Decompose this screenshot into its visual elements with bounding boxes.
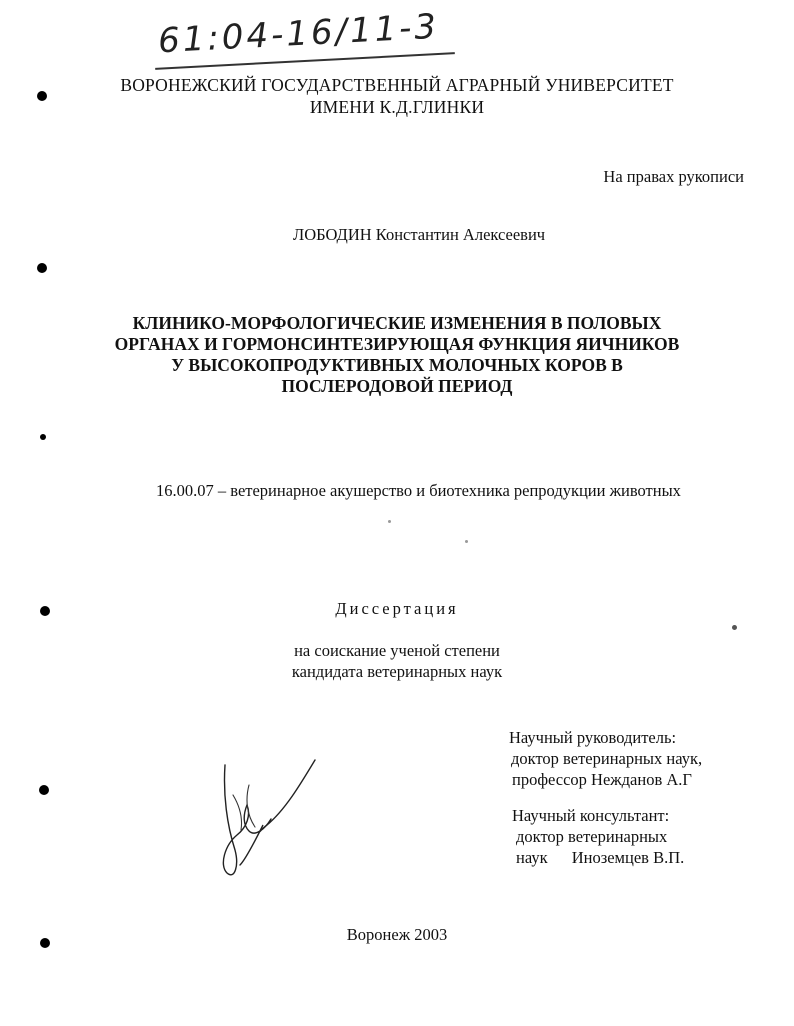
title-line: У ВЫСОКОПРОДУКТИВНЫХ МОЛОЧНЫХ КОРОВ В [171, 355, 623, 375]
degree-sought [0, 640, 794, 682]
consultant-degree-cont [512, 847, 684, 868]
supervisor-degree: доктор ветеринарных наук, [511, 749, 703, 768]
binder-hole [39, 785, 49, 795]
scientific-consultant [512, 805, 684, 868]
consultant-degree-end: наук [516, 848, 548, 867]
title-line: КЛИНИКО-МОРФОЛОГИЧЕСКИЕ ИЗМЕНЕНИЯ В ПОЛОВЫХ [132, 313, 662, 333]
supervisor-name: профессор Нежданов А.Г [512, 770, 692, 789]
author-signature [205, 755, 325, 885]
city-and-year: Воронеж 2003 [346, 925, 448, 944]
scan-speck [732, 625, 737, 630]
degree-line: на соискание ученой степени [294, 641, 500, 660]
consultant-degree: доктор ветеринарных [516, 827, 668, 846]
title-line: ОРГАНАХ И ГОРМОНСИНТЕЗИРУЮЩАЯ ФУНКЦИЯ ЯИЧНИКОВ [114, 334, 680, 354]
dissertation-title [0, 313, 794, 397]
university-name: ВОРОНЕЖСКИЙ ГОСУДАРСТВЕННЫЙ АГРАРНЫЙ УНИВЕРСИТЕТ [120, 75, 674, 95]
binder-hole [40, 434, 46, 440]
scientific-supervisor [509, 727, 702, 790]
specialty: 16.00.07 – ветеринарное акушерство и биотехника репродукции животных [156, 481, 681, 500]
university-named-after: ИМЕНИ К.Д.ГЛИНКИ [309, 97, 485, 117]
supervisor-role: Научный руководитель: [509, 728, 677, 747]
university-header [0, 74, 794, 118]
scan-speck [388, 520, 391, 523]
scan-speck [465, 540, 468, 543]
signature-stroke [223, 760, 315, 875]
document-type: Диссертация [335, 599, 459, 618]
manuscript-rights: На правах рукописи [603, 167, 744, 186]
author-name: ЛОБОДИН Константин Алексеевич [293, 225, 546, 244]
handwritten-archive-code: 61:04-16/11-3 [157, 6, 440, 62]
binder-hole [37, 263, 47, 273]
consultant-role: Научный консультант: [512, 806, 670, 825]
consultant-name: Иноземцев В.П. [571, 848, 685, 867]
degree-line: кандидата ветеринарных наук [291, 662, 503, 681]
title-line: ПОСЛЕРОДОВОЙ ПЕРИОД [281, 376, 513, 396]
